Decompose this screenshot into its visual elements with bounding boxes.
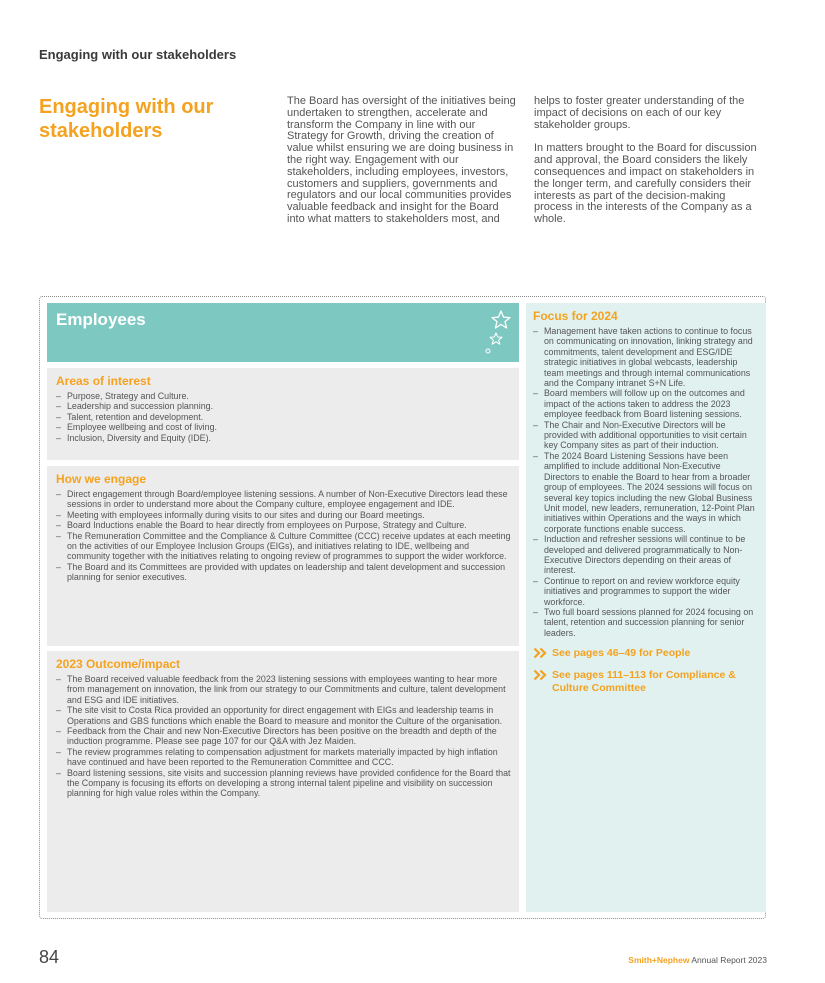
list-item: – The Board received valuable feedback from the 2023 listening sessions with employees wanting to hear more from management on innovation, the link from our strategy to our Commitments and culture, talent development and ESG and IDE initiatives. [56, 674, 511, 705]
page-title: Engaging with our stakeholders [39, 96, 214, 142]
employees-title: Employees [56, 310, 146, 329]
intro-column-2 [534, 96, 766, 238]
link-label: See pages 111–113 for Compliance & Culture Committee [552, 669, 736, 695]
list-item: – Direct engagement through Board/employee listening sessions. A number of Non-Executive Directors lead these sessions in order to understand more about the Company culture, employee engagement and IDE. [56, 489, 511, 510]
list-item: – Purpose, Strategy and Culture. [56, 391, 511, 401]
double-chevron-icon [533, 669, 548, 681]
list-item: – Leadership and succession planning. [56, 401, 511, 411]
list-item: – Management have taken actions to continue to focus on communicating on innovation, linking strategy and commitments, talent development and ESG/IDE strategic initiatives in global webcasts, leadership team meetings and through internal communications and the Company intranet S+N Life. [533, 326, 757, 388]
report-name: Annual Report 2023 [691, 955, 767, 965]
outcome-heading: 2023 Outcome/impact [56, 657, 181, 671]
list-item: – Induction and refresher sessions will continue to be developed and delivered programmatically to Non-Executive Directors depending on their areas of interest. [533, 534, 757, 576]
footer-report-label [628, 955, 767, 965]
list-item: – The Board and its Committees are provided with updates on leadership and talent development and succession planning for senior executives. [56, 562, 511, 583]
engage-list [56, 489, 511, 583]
link-label: See pages 46–49 for People [552, 647, 691, 660]
list-item: – Inclusion, Diversity and Equity (IDE). [56, 433, 511, 443]
focus-list [533, 326, 757, 638]
areas-heading: Areas of interest [56, 374, 151, 388]
list-item: – The Remuneration Committee and the Compliance & Culture Committee (CCC) receive updates at each meeting on the activities of our Employee Inclusion Groups (EIGs), and initiatives relating to IDE, wellbeing and community together with the initiatives relating to ongoing review of programmes to support the wider workforce. [56, 531, 511, 562]
list-item: – Employee wellbeing and cost of living. [56, 422, 511, 432]
intro-paragraph: In matters brought to the Board for discussion and approval, the Board considers the likely consequences and impact on stakeholders in the longer term, and carefully considers their interests as part of the decision-making process in the interests of the Company as a whole. [534, 142, 757, 226]
list-item: – Board listening sessions, site visits and succession planning reviews have provided confidence for the Board that the Company is focusing its efforts on developing a strong internal talent pipeline and visibility on succession planning for high value roles within the Company. [56, 768, 511, 799]
list-item: – Board members will follow up on the outcomes and impact of the actions taken to address the 2023 employee feedback from Board listening sessions. [533, 388, 757, 419]
see-pages-people-link[interactable] [533, 647, 757, 660]
list-item: – The 2024 Board Listening Sessions have been amplified to include additional Non-Executive Directors to enable the Board to hear from a broader group of employees. The 2024 sessions will focus on several key topics including the new Global Business Unit model, new leaders, remuneration, 12-Point Plan initiatives within Operations and the ways in which corporate functions enable success. [533, 451, 757, 534]
list-item: – Board Inductions enable the Board to hear directly from employees on Purpose, Strategy and Culture. [56, 520, 511, 530]
brand-name: Smith+Nephew [628, 955, 690, 965]
intro-column-1 [287, 96, 519, 238]
section-header: Engaging with our stakeholders [39, 47, 237, 62]
stars-icon [484, 308, 520, 358]
list-item: – The Chair and Non-Executive Directors will be provided with additional opportunities to visit certain key Company sites as part of their induction. [533, 420, 757, 451]
list-item: – The review programmes relating to compensation adjustment for markets materially impacted by high inflation have continued and have been reported to the Remuneration Committee and CCC. [56, 747, 511, 768]
page-number: 84 [39, 947, 60, 967]
areas-list [56, 391, 511, 443]
outcome-list [56, 674, 511, 799]
intro-paragraph: The Board has oversight of the initiatives being undertaken to strengthen, accelerate and transform the Company in line with our Strategy for Growth, driving the creation of value whilst ensuring we are doing business in the right way. Engagement with our stakeholders, including employees, investors, customers and suppliers, governments and regulators and our local communities provides valuable feedback and insight for the Board into what matters to stakeholders most, and [287, 95, 516, 225]
see-pages-compliance-link[interactable] [533, 669, 757, 695]
areas-of-interest-box [47, 368, 519, 460]
intro-paragraph: helps to foster greater understanding of the impact of decisions on each of our key stakeholder groups. [534, 95, 745, 131]
list-item: – Talent, retention and development. [56, 412, 511, 422]
double-chevron-icon [533, 647, 548, 659]
focus-2024-panel [526, 303, 766, 912]
outcome-impact-box [47, 651, 519, 912]
list-item: – Continue to report on and review workforce equity initiatives and programmes to support the wider workforce. [533, 576, 757, 607]
engage-heading: How we engage [56, 472, 147, 486]
list-item: – The site visit to Costa Rica provided an opportunity for direct engagement with EIGs and leadership teams in Operations and GBS functions which enable the Board to measure and monitor the Culture of the organisation. [56, 705, 511, 726]
how-we-engage-box [47, 466, 519, 646]
focus-heading: Focus for 2024 [533, 309, 618, 323]
list-item: – Two full board sessions planned for 2024 focusing on talent, retention and succession planning for senior leaders. [533, 607, 757, 638]
list-item: – Meeting with employees informally during visits to our sites and during our Board meetings. [56, 510, 511, 520]
list-item: – Feedback from the Chair and new Non-Executive Directors has been positive on the breadth and depth of the induction programme. Please see page 107 for our Q&A with Jez Maiden. [56, 726, 511, 747]
